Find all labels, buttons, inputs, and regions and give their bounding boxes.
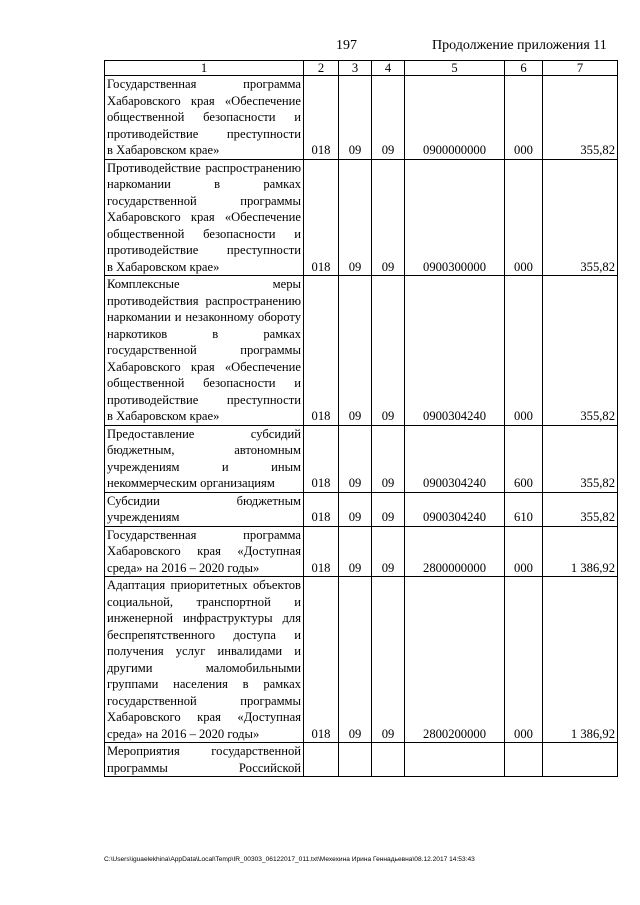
row-name-line: государственной программы <box>107 693 301 708</box>
table-row <box>105 743 618 777</box>
cell-c3: 09 <box>339 159 372 276</box>
cell-c5: 2800200000 <box>405 577 505 743</box>
row-name-line: безопасности и <box>203 226 301 241</box>
cell-c4: 09 <box>372 159 405 276</box>
row-name-line: противодействие преступности <box>107 126 301 141</box>
row-name-line: получения услуг инвалидами и <box>107 644 301 658</box>
cell-c2: 018 <box>304 276 339 426</box>
row-name-line: в рамках государственной <box>107 177 301 208</box>
row-name <box>105 159 304 276</box>
cell-c3: 09 <box>339 492 372 526</box>
row-name-line: группами населения в рамках <box>107 677 301 691</box>
row-name-line: государственной программы <box>107 343 301 357</box>
row-name-line: программы Российской <box>107 760 301 775</box>
row-name-last-line: в Хабаровском крае» <box>107 409 220 423</box>
row-name-line: Хабаровского края <box>107 93 215 108</box>
cell-c5: 0900000000 <box>405 76 505 160</box>
row-name-line: учреждениям и иным <box>107 459 301 474</box>
table-row <box>105 577 618 743</box>
column-header: 7 <box>543 61 618 76</box>
cell-c6: 000 <box>505 577 543 743</box>
cell-c7: 355,82 <box>543 276 618 426</box>
row-name-line: Адаптация приоритетных <box>107 578 248 592</box>
row-name-line: Государственная программа <box>107 77 301 91</box>
cell-c7: 355,82 <box>543 492 618 526</box>
row-name <box>105 276 304 426</box>
row-name-line: безопасности и <box>203 110 301 124</box>
row-name-line: беспрепятственного доступа и <box>107 627 301 642</box>
row-name <box>105 76 304 160</box>
column-header: 5 <box>405 61 505 76</box>
cell-c6: 000 <box>505 76 543 160</box>
table-row <box>105 425 618 492</box>
column-header: 1 <box>105 61 304 76</box>
cell-c3: 09 <box>339 76 372 160</box>
row-name-line: другими маломобильными <box>107 660 301 675</box>
cell-c3: 09 <box>339 526 372 577</box>
cell-c7: 355,82 <box>543 425 618 492</box>
row-name-line: наркотиков в рамках <box>107 326 301 341</box>
column-header: 6 <box>505 61 543 76</box>
cell-c5: 0900304240 <box>405 276 505 426</box>
row-name <box>105 743 304 777</box>
row-name-line: Мероприятия государственной <box>107 744 301 758</box>
row-name-line: Хабаровского края «Доступная <box>107 544 301 558</box>
cell-c3: 09 <box>339 276 372 426</box>
table-header-row <box>105 61 618 76</box>
cell-c3 <box>339 743 372 777</box>
row-name-last-line: учреждениям <box>107 510 180 524</box>
cell-c4 <box>372 743 405 777</box>
cell-c4: 09 <box>372 526 405 577</box>
row-name-line: Комплексные меры <box>107 277 301 291</box>
row-name <box>105 425 304 492</box>
table-row <box>105 526 618 577</box>
budget-table <box>104 60 618 777</box>
cell-c5: 0900300000 <box>405 159 505 276</box>
table-row <box>105 492 618 526</box>
row-name <box>105 526 304 577</box>
cell-c2 <box>304 743 339 777</box>
cell-c3: 09 <box>339 577 372 743</box>
page-number: 197 <box>336 38 357 53</box>
row-name-line: Хабаровского края «Доступная <box>107 710 301 724</box>
cell-c6: 000 <box>505 526 543 577</box>
cell-c2: 018 <box>304 577 339 743</box>
column-header: 3 <box>339 61 372 76</box>
cell-c7: 355,82 <box>543 159 618 276</box>
row-name-line: транспортной и инженерной <box>107 594 301 625</box>
cell-c5: 0900304240 <box>405 492 505 526</box>
row-name <box>105 492 304 526</box>
table-row <box>105 159 618 276</box>
row-name-line: Предоставление субсидий <box>107 426 301 441</box>
row-name-line: безопасности и <box>203 376 301 390</box>
row-name-last-line: некоммерческим организациям <box>107 476 275 490</box>
row-name-line: распространению наркомании <box>107 160 301 191</box>
cell-c4: 09 <box>372 492 405 526</box>
cell-c5: 2800000000 <box>405 526 505 577</box>
row-name-line: противодействия <box>107 293 199 308</box>
row-name <box>105 577 304 743</box>
cell-c4: 09 <box>372 76 405 160</box>
row-name-line: «Обеспечение общественной <box>107 93 301 124</box>
row-name-line: Хабаровского края <box>107 359 215 374</box>
row-name-last-line: среда» на 2016 – 2020 годы» <box>107 560 260 575</box>
cell-c6: 000 <box>505 276 543 426</box>
row-name-line: противодействие преступности <box>107 392 301 407</box>
cell-c7: 1 386,92 <box>543 526 618 577</box>
continuation-label: Продолжение приложения 11 <box>432 38 607 53</box>
cell-c7: 1 386,92 <box>543 577 618 743</box>
row-name-line: инфраструктуры для <box>182 611 301 625</box>
row-name-line: программы Хабаровского края <box>107 193 301 224</box>
file-path-footer: C:\Users\iguaelekhina\AppData\Local\Temp\IR_00303_06122017_011.txt\Мехехина Ирина Геннадьевна\08.12.2017 14:53:43 <box>104 856 475 863</box>
table-row <box>105 276 618 426</box>
row-name-line: «Обеспечение общественной <box>107 210 301 241</box>
cell-c4: 09 <box>372 577 405 743</box>
row-name-line: «Обеспечение общественной <box>107 359 301 390</box>
cell-c5 <box>405 743 505 777</box>
cell-c2: 018 <box>304 425 339 492</box>
cell-c5: 0900304240 <box>405 425 505 492</box>
row-name-line: Субсидии бюджетным <box>107 493 301 508</box>
row-name-line: Государственная программа <box>107 527 301 542</box>
cell-c3: 09 <box>339 425 372 492</box>
table-row <box>105 76 618 160</box>
cell-c2: 018 <box>304 526 339 577</box>
cell-c6: 610 <box>505 492 543 526</box>
column-header: 2 <box>304 61 339 76</box>
cell-c6: 000 <box>505 159 543 276</box>
row-name-last-line: в Хабаровском крае» <box>107 259 220 274</box>
cell-c4: 09 <box>372 425 405 492</box>
row-name-line: противодействие преступности <box>107 243 301 257</box>
row-name-line: Противодействие <box>107 160 201 175</box>
column-header: 4 <box>372 61 405 76</box>
row-name-line: бюджетным, автономным <box>107 443 301 457</box>
cell-c7: 355,82 <box>543 76 618 160</box>
row-name-line: и незаконному обороту <box>174 310 301 324</box>
row-name-line: объектов социальной, <box>107 578 301 609</box>
row-name-last-line: в Хабаровском крае» <box>107 143 220 157</box>
cell-c4: 09 <box>372 276 405 426</box>
row-name-last-line: среда» на 2016 – 2020 годы» <box>107 726 260 741</box>
cell-c2: 018 <box>304 76 339 160</box>
cell-c6: 600 <box>505 425 543 492</box>
cell-c2: 018 <box>304 159 339 276</box>
cell-c6 <box>505 743 543 777</box>
row-name-line: распространению наркомании <box>107 293 301 324</box>
cell-c7 <box>543 743 618 777</box>
cell-c2: 018 <box>304 492 339 526</box>
